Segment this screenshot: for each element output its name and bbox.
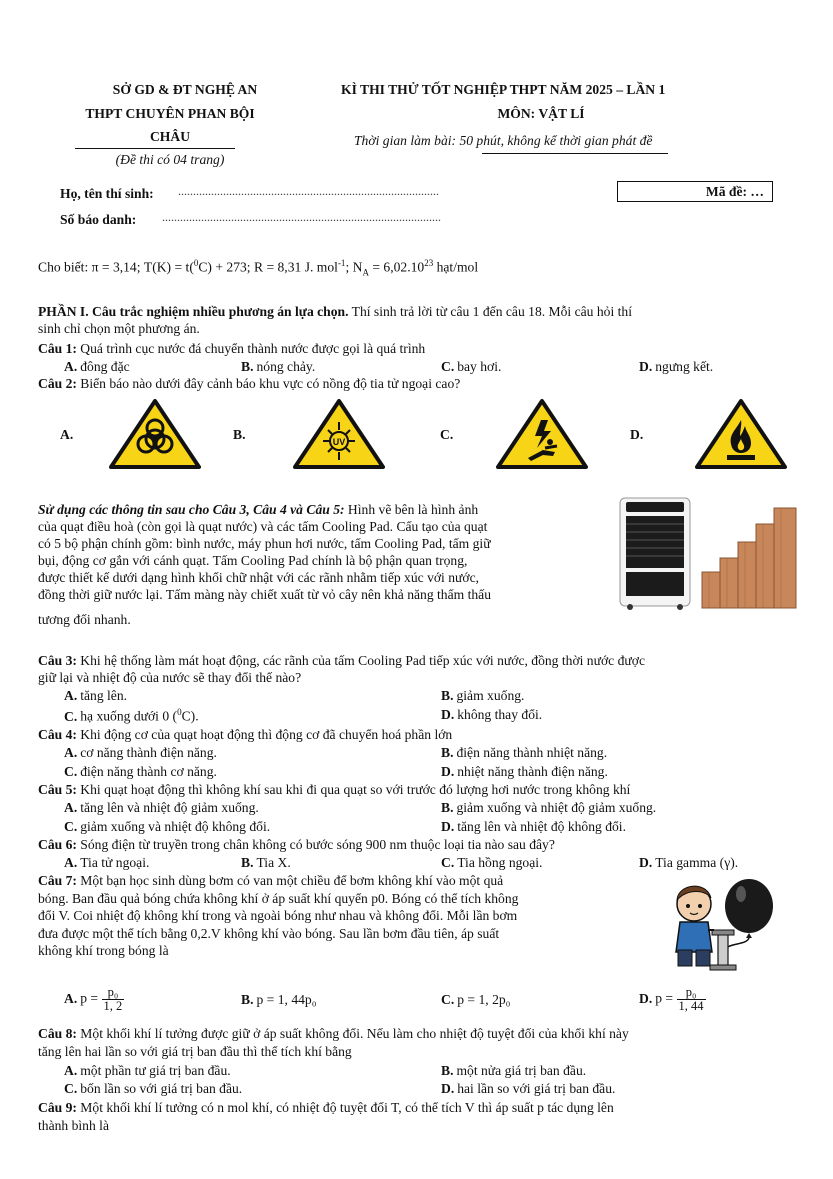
q6-option-d[interactable]: D. Tia gamma (γ).: [639, 855, 739, 870]
q8-option-b[interactable]: B. một nửa giá trị ban đầu.: [441, 1063, 587, 1078]
q2-option-c[interactable]: C.: [440, 427, 454, 442]
question-1: Câu 1: Quá trình cục nước đá chuyển thành nước được gọi là quá trình: [38, 341, 426, 356]
q7-option-d-fraction: $\frac{\text{p₀}}{1, 44}$: [678, 985, 704, 1013]
q3-option-b[interactable]: B. giảm xuống.: [441, 688, 525, 703]
biohazard-sign-icon[interactable]: [108, 398, 202, 470]
context-line-2: của quạt điều hoà (còn gọi là quạt nước) và các tấm Cooling Pad. Cấu tạo của quạt: [38, 519, 488, 534]
electric-shock-sign-icon[interactable]: [495, 398, 589, 470]
context-intro: Sử dụng các thông tin sau cho Câu 3, Câu 4 và Câu 5: Hình vẽ bên là hình ảnh: [38, 502, 479, 517]
part1-heading-line2: sinh chỉ chọn một phương án.: [38, 321, 200, 336]
context-line-4: bụi, động cơ gắn với cánh quạt. Tấm Cooling Pad chính là bộ phận quan trọng,: [38, 553, 468, 568]
svg-text:UV: UV: [332, 437, 346, 447]
q6-option-a[interactable]: A. Tia tử ngoại.: [64, 855, 150, 870]
question-8: Câu 8: Một khối khí lí tưởng được giữ ở áp suất không đổi. Nếu làm cho nhiệt độ tuyệt đối của khối khí này: [38, 1026, 629, 1041]
cooling-pad-icon: [702, 508, 796, 608]
q7-option-c[interactable]: C. p = 1, 2p₀: [441, 992, 511, 1007]
question-8-line2: tăng lên hai lần so với giá trị ban đầu thì thể tích khí bằng: [38, 1044, 352, 1059]
exam-code-text: Mã đề: …: [705, 184, 764, 199]
given-constants: Cho biết: π = 3,14; T(K) = t($^0$C) + 273; R = 8,31 J. mol$^{-1}$; $N_A = 6,02.10^{23}$ hạt/mol: [38, 258, 479, 278]
dept-name: SỞ GD & ĐT NGHỆ AN: [112, 82, 258, 97]
q2-option-a[interactable]: A.: [60, 427, 74, 442]
q5-option-a[interactable]: A. tăng lên và nhiệt độ giảm xuống.: [64, 800, 259, 815]
part1-heading: PHẦN I. Câu trắc nghiệm nhiều phương án lựa chọn. Thí sinh trả lời từ câu 1 đến câu 18. Mỗi câu hỏi thí: [38, 304, 632, 319]
question-9-line2: thành bình là: [38, 1118, 109, 1133]
q1-option-a[interactable]: A. đông đặc: [64, 359, 130, 374]
school-name-line2: CHÂU: [149, 129, 191, 144]
exam-code-box: [617, 181, 773, 202]
question-7-line2: bóng. Ban đầu quả bóng chứa không khí ở áp suất khí quyển p0. Bóng có thể tích không: [38, 891, 519, 906]
air-cooler-image: [614, 494, 800, 614]
q5-option-b[interactable]: B. giảm xuống và nhiệt độ giảm xuống.: [441, 800, 657, 815]
exam-title: KÌ THI THỬ TỐT NGHIỆP THPT NĂM 2025 – LẦN 1: [341, 82, 666, 97]
uv-radiation-sign-icon[interactable]: [292, 398, 386, 470]
air-cooler-icon: [620, 498, 690, 610]
time-note: Thời gian làm bài: 50 phút, không kể thời gian phát đề: [354, 133, 653, 148]
q3-option-d[interactable]: D. không thay đổi.: [441, 707, 543, 722]
boy-pumping-balloon-image: [666, 872, 784, 974]
school-name-line1: THPT CHUYÊN PHAN BỘI: [85, 106, 255, 121]
q8-option-a[interactable]: A. một phần tư giá trị ban đầu.: [64, 1063, 231, 1078]
q4-option-c[interactable]: C. điện năng thành cơ năng.: [64, 764, 217, 779]
context-line-7: tương đối nhanh.: [38, 612, 131, 627]
q7-option-a[interactable]: A. p = $\frac{\text{p₀}}{1, 2}$: [64, 985, 123, 1013]
q4-option-b[interactable]: B. điện năng thành nhiệt năng.: [441, 745, 608, 760]
question-7-line5: không khí trong bóng là: [38, 943, 169, 958]
q6-option-b[interactable]: B. Tia X.: [241, 855, 291, 870]
q1-option-d[interactable]: D. ngưng kết.: [639, 359, 714, 374]
q5-option-d[interactable]: D. tăng lên và nhiệt độ không đổi.: [441, 819, 626, 834]
question-3-line2: giữ lại và nhiệt độ của nước sẽ thay đổi thế nào?: [38, 670, 302, 685]
q7-option-b[interactable]: B. p = 1, 44p₀: [241, 992, 317, 1007]
q1-option-c[interactable]: C. bay hơi.: [441, 359, 502, 374]
context-line-3: có 5 bộ phận chính gồm: bình nước, máy phun hơi nước, tấm Cooling Pad, tấm giữ: [38, 536, 491, 551]
q6-option-c[interactable]: C. Tia hồng ngoại.: [441, 855, 543, 870]
question-4: Câu 4: Khi động cơ của quạt hoạt động thì động cơ đã chuyển hoá phần lớn: [38, 727, 453, 742]
header-right-rule: [482, 153, 668, 154]
candidate-name-field[interactable]: .......................................................................................: [178, 184, 439, 198]
q3-option-a[interactable]: A. tăng lên.: [64, 688, 128, 703]
context-line-5: được thiết kế dưới dạng hình khối chữ nhật với các rãnh nhằm tiếp xúc với nước,: [38, 570, 480, 585]
question-2: Câu 2: Biển báo nào dưới đây cảnh báo khu vực có nồng độ tia tử ngoại cao?: [38, 376, 461, 391]
question-9: Câu 9: Một khối khí lí tưởng có n mol khí, có nhiệt độ tuyệt đối T, có thể tích V thì áp suất p tác dụng lên: [38, 1100, 614, 1115]
subject-title: MÔN: VẬT LÍ: [497, 106, 585, 121]
q1-option-b[interactable]: B. nóng chảy.: [241, 359, 316, 374]
q2-option-d[interactable]: D.: [630, 427, 644, 442]
candidate-id-field[interactable]: .............................................................................................: [162, 210, 441, 224]
q4-option-a[interactable]: A. cơ năng thành điện năng.: [64, 745, 217, 760]
flammable-sign-icon[interactable]: [694, 398, 788, 470]
q3-option-c[interactable]: C. hạ xuống dưới 0 ($^0$C).: [64, 707, 199, 724]
context-line-6: đồng thời giữ nước lại. Tấm màng này chiết xuất từ vỏ cây nên khả năng thẩm thấu: [38, 587, 491, 602]
question-7: Câu 7: Một bạn học sinh dùng bơm có van một chiều để bơm không khí vào một quả: [38, 873, 504, 888]
candidate-name-label: Họ, tên thí sinh:: [60, 186, 154, 201]
question-5: Câu 5: Khi quạt hoạt động thì không khí sau khi đi qua quạt so với trước đó lượng hơi nước trong không khí: [38, 782, 631, 797]
header-left-rule: [75, 148, 235, 149]
question-7-line3: đổi V. Coi nhiệt độ không khí trong và ngoài bóng như nhau và không đổi. Mỗi lần bơm: [38, 908, 518, 923]
question-3: Câu 3: Khi hệ thống làm mát hoạt động, các rãnh của tấm Cooling Pad tiếp xúc với nước, đồng thời nước được: [38, 653, 645, 668]
question-6: Câu 6: Sóng điện từ truyền trong chân không có bước sóng 900 nm thuộc loại tia nào sau đây?: [38, 837, 555, 852]
q7-option-a-fraction: $\frac{\text{p₀}}{1, 2}$: [103, 985, 123, 1013]
q7-option-d[interactable]: D. p = $\frac{\text{p₀}}{1, 44}$: [639, 985, 704, 1013]
question-7-line4: đưa được một thể tích bằng 0,2.V không khí vào bóng. Sau lần bơm đầu tiên, áp suất: [38, 926, 500, 941]
q8-option-c[interactable]: C. bốn lần so với giá trị ban đầu.: [64, 1081, 243, 1096]
q5-option-c[interactable]: C. giảm xuống và nhiệt độ không đổi.: [64, 819, 271, 834]
q8-option-d[interactable]: D. hai lần so với giá trị ban đầu.: [441, 1081, 616, 1096]
page-count-note: (Đề thi có 04 trang): [115, 152, 225, 167]
q2-option-b[interactable]: B.: [233, 427, 246, 442]
q4-option-d[interactable]: D. nhiệt năng thành điện năng.: [441, 764, 608, 779]
candidate-id-label: Số báo danh:: [60, 212, 137, 227]
